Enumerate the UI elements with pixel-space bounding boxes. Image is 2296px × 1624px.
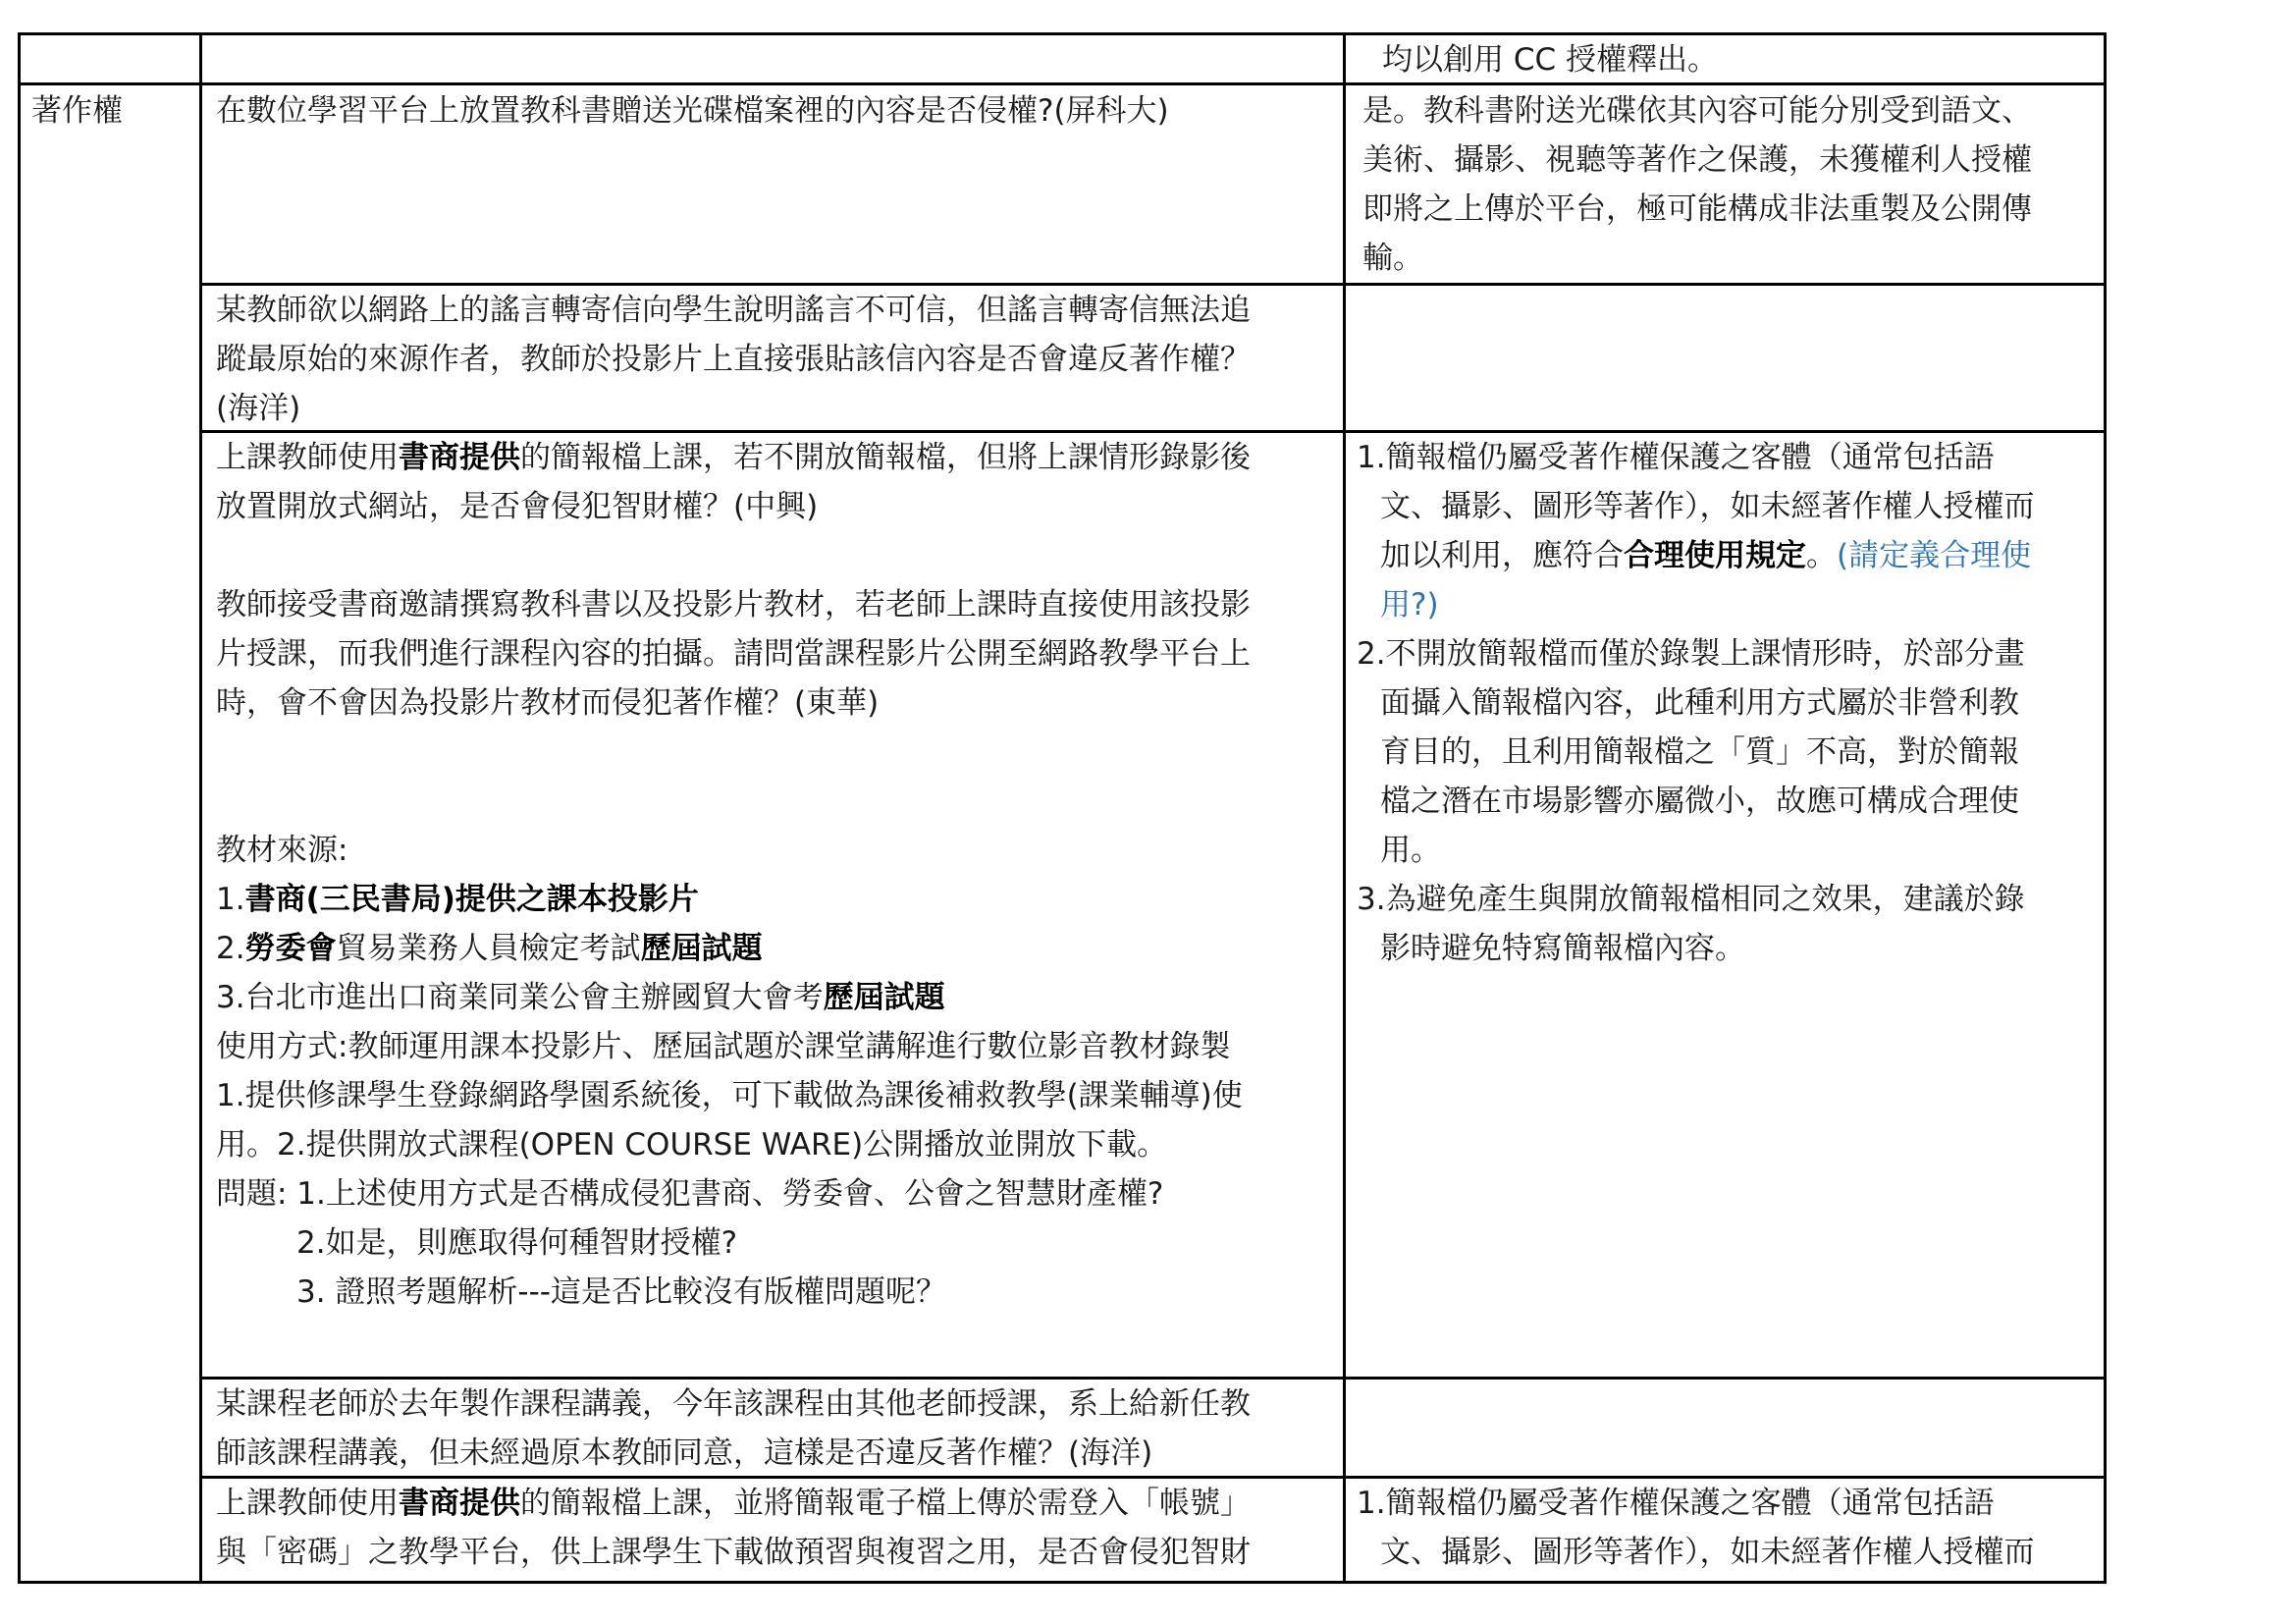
column-divider — [199, 32, 202, 1584]
row3-answer: 1.簡報檔仍屬受著作權保護之客體（通常包括語 文、攝影、圖形等著作），如未經著作權人授權而 加以利用，應符合合理使用規定。(請定義合理使 用?) 2.不開放簡報檔而僅於錄製上課情形時，於部分畫 面攝入簡報檔內容，此種利用方式屬於非營利教 育目的，且利用簡報檔之「質」不高，對於簡報 檔之潛在市場影響亦屬微小，故應可構成合理使 用。 3.為避免產生與開放簡報檔相同之效果，建議於錄 影時避免特寫簡報檔內容。 — [1357, 440, 2035, 966]
row3-question: 上課教師使用書商提供的簡報檔上課，若不開放簡報檔，但將上課情形錄影後 放置開放式網站，是否會侵犯智財權？(中興) 教師接受書商邀請撰寫教科書以及投影片教材，若老師上課時直接使用該投影 片授課，而我們進行課程內容的拍攝。請問當課程影片公開至網路教學平台上 時，會不會因為投影片教材而侵犯著作權？(東華) 教材來源: 1.書商(三民書局)提供之課本投影片 2.勞委會貿易業務人員檢定考試歷屆試題 3.台北市進出口商業同業公會主辦國貿大會考歷屆試題 使用方式:教師運用課本投影片、歷屆試題於課堂講解進行數位影音教材錄製 1.提供修課學生登錄網路學園系統後，可下載做為課後補救教學(課業輔導)使 用。2.提供開放式課程(OPEN COURSE WARE)公開播放並開放下載。 問題: 1.上述使用方式是否構成侵犯書商、勞委會、公會之智慧財產權? 2.如是，則應取得何種智財授權? 3. 證照考題解析---這是否比較沒有版權問題呢？ — [216, 440, 1251, 1310]
row5-question: 上課教師使用書商提供的簡報檔上課，並將簡報電子檔上傳於需登入「帳號」 與「密碼」之教學平台，供上課學生下載做預習與複習之用，是否會侵犯智財 — [216, 1486, 1251, 1570]
column-divider — [18, 32, 21, 1584]
table-border-top — [18, 32, 2107, 35]
define-fair-use-link[interactable]: (請定義合理使 — [1837, 538, 2032, 573]
row4-question: 某課程老師於去年製作課程講義，今年該課程由其他老師授課，系上給新任教 師該課程講義，但未經過原本教師同意，這樣是否違反著作權？(海洋) — [216, 1386, 1251, 1471]
category-label: 著作權 — [31, 93, 123, 129]
row-divider — [18, 82, 2107, 85]
row5-answer: 1.簡報檔仍屬受著作權保護之客體（通常包括語 文、攝影、圖形等著作），如未經著作權人授權而 — [1357, 1486, 2035, 1570]
column-divider — [2104, 32, 2107, 1584]
define-fair-use-link-cont[interactable]: 用?) — [1380, 587, 1439, 623]
column-divider — [1343, 32, 1346, 1584]
row1-answer: 是。教科書附送光碟依其內容可能分別受到語文、 美術、攝影、視聽等著作之保護，未獲權利人授權 即將之上傳於平台，極可能構成非法重製及公開傳 輸。 — [1362, 93, 2032, 276]
continuation-text: 均以創用 CC 授權釋出。 — [1382, 42, 1718, 78]
row1-question: 在數位學習平台上放置教科書贈送光碟檔案裡的內容是否侵權?(屏科大) — [216, 93, 1169, 129]
table-border-bottom — [18, 1581, 2107, 1584]
row2-question: 某教師欲以網路上的謠言轉寄信向學生說明謠言不可信，但謠言轉寄信無法追 蹤最原始的來源作者，教師於投影片上直接張貼該信內容是否會違反著作權？ (海洋) — [216, 293, 1251, 426]
